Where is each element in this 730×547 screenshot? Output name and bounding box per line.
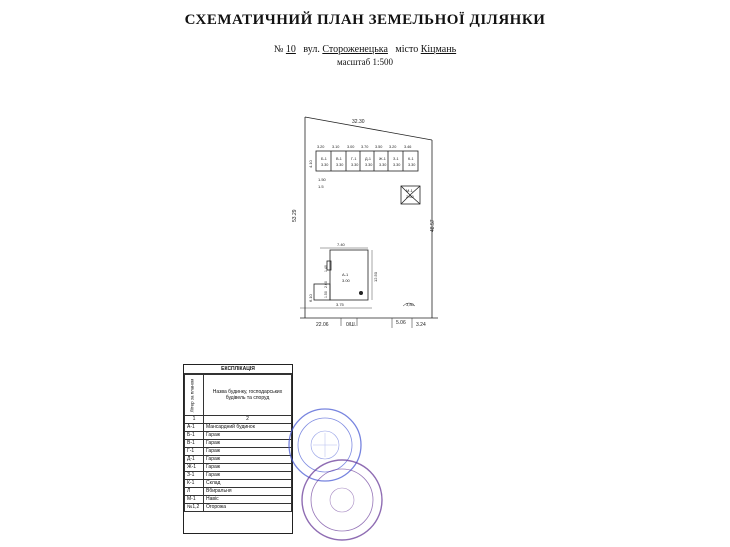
explication-row: [185, 432, 292, 440]
explication-row: [185, 496, 292, 504]
row-code: Ж-1: [185, 464, 204, 472]
row-name: Гараж: [204, 448, 292, 456]
garage-width-label: 3.20: [317, 145, 325, 149]
house-dim: 3.00: [342, 278, 350, 283]
house-left-dim-3: 1.50: [324, 291, 328, 298]
garage-width-label: 3.50: [375, 145, 383, 149]
house-left-dim-2: 2.60: [324, 281, 328, 288]
explication-table: [183, 364, 293, 534]
document-title: СХЕМАТИЧНИЙ ПЛАН ЗЕМЕЛЬНОЇ ДІЛЯНКИ: [184, 12, 546, 28]
row-name: Гараж: [204, 472, 292, 480]
garage-label: Ж-1: [379, 157, 386, 161]
col-num-1: 1: [185, 416, 204, 424]
street-label: вул.: [303, 44, 320, 55]
explication-row: [185, 440, 292, 448]
garage-label: В-1: [336, 157, 342, 161]
scale-label: масштаб 1:500: [337, 57, 393, 67]
garage-height-label: 3.30: [393, 163, 401, 167]
street-name: Стороженецька: [322, 44, 388, 55]
row-code: Б-1: [185, 432, 204, 440]
garage-label: Г-1: [351, 157, 357, 161]
house-label: А-1: [342, 272, 349, 277]
row-code: В-1: [185, 440, 204, 448]
entry-marker: [359, 291, 363, 295]
garage-height-label: 3.30: [351, 163, 359, 167]
col-header-code: Літер за планом: [185, 375, 204, 416]
toilet-dim: 2.60: [406, 194, 414, 199]
seal-stamps: [280, 405, 400, 545]
row-name: Мансардний будинок: [204, 424, 292, 432]
bottom-mid-label: 5.06: [396, 320, 406, 326]
row-name: Гараж: [204, 440, 292, 448]
explication-row: [185, 504, 292, 512]
garage-label: К-1: [408, 157, 414, 161]
house-left-dim-1: 1.40: [324, 265, 328, 272]
house-top-dim: 7.40: [337, 242, 345, 247]
city-label: місто: [395, 44, 419, 55]
garage-label: З-1: [393, 157, 399, 161]
gate-label: 3,80: [406, 302, 414, 307]
garage-height-label: 3.30: [336, 163, 344, 167]
row-name: Огорожа: [204, 504, 292, 512]
parcel-top-side: [305, 117, 432, 140]
bottom-mark-label: 0/Ш.: [346, 322, 357, 328]
row-code: М-1: [185, 496, 204, 504]
explication-row: [185, 472, 292, 480]
garage-width-label: 3.70: [361, 145, 369, 149]
garage-width-label: 3.46: [404, 145, 412, 149]
house-right-dim: 12.50: [373, 271, 378, 282]
row-name: Гараж: [204, 464, 292, 472]
garage-height-label: 3.30: [379, 163, 387, 167]
explication-title: ЕКСПЛІКАЦІЯ: [184, 365, 292, 374]
row-code: №1,2: [185, 504, 204, 512]
col-num-2: 2: [204, 416, 292, 424]
row-name: Навіс: [204, 496, 292, 504]
bottom-right-label: 3.24: [416, 322, 426, 328]
explication-row: [185, 480, 292, 488]
left-small-dim-1: 1.50: [318, 177, 326, 182]
right-side-label: 48.57: [430, 219, 436, 232]
row-name: Вбиральня: [204, 488, 292, 496]
number-label: №: [273, 44, 284, 55]
toilet-label: М-1: [406, 188, 413, 193]
garage-width-label: 3.00: [347, 145, 355, 149]
garage-label: Д-1: [365, 157, 371, 161]
explication-row: [185, 488, 292, 496]
row-code: Д-1: [185, 456, 204, 464]
explication-row: [185, 424, 292, 432]
row-name: Гараж: [204, 456, 292, 464]
row-code: Г-1: [185, 448, 204, 456]
garage-height-label: 3.30: [365, 163, 373, 167]
garage-label: Б-1: [321, 157, 327, 161]
row-name: Гараж: [204, 432, 292, 440]
house-bottom-dim: 3.75: [336, 302, 344, 307]
left-side-label: 53.29: [292, 209, 298, 222]
explication-row: [185, 464, 292, 472]
left-bottom-dim: 6.10: [308, 294, 313, 302]
house-number: 10: [285, 44, 296, 55]
row-name: Склад: [204, 480, 292, 488]
purple-seal: [302, 460, 382, 540]
garage-width-label: 3.20: [389, 145, 397, 149]
side-small-dim: 4.10: [308, 160, 313, 168]
col-header-name: Назва будинку, господарських будівель та споруд: [204, 375, 292, 416]
top-side-label: 32.30: [352, 119, 365, 125]
explication-row: [185, 456, 292, 464]
row-code: Л: [185, 488, 204, 496]
garage-height-label: 3.30: [408, 163, 416, 167]
explication-row: [185, 448, 292, 456]
row-code: А-1: [185, 424, 204, 432]
row-code: З-1: [185, 472, 204, 480]
row-code: К-1: [185, 480, 204, 488]
bottom-left-label: 22.06: [316, 322, 329, 328]
left-small-dim-2: 1.5: [318, 184, 324, 189]
city-name: Кіцмань: [420, 44, 457, 55]
garage-width-label: 3.10: [332, 145, 340, 149]
garage-height-label: 3.30: [321, 163, 329, 167]
